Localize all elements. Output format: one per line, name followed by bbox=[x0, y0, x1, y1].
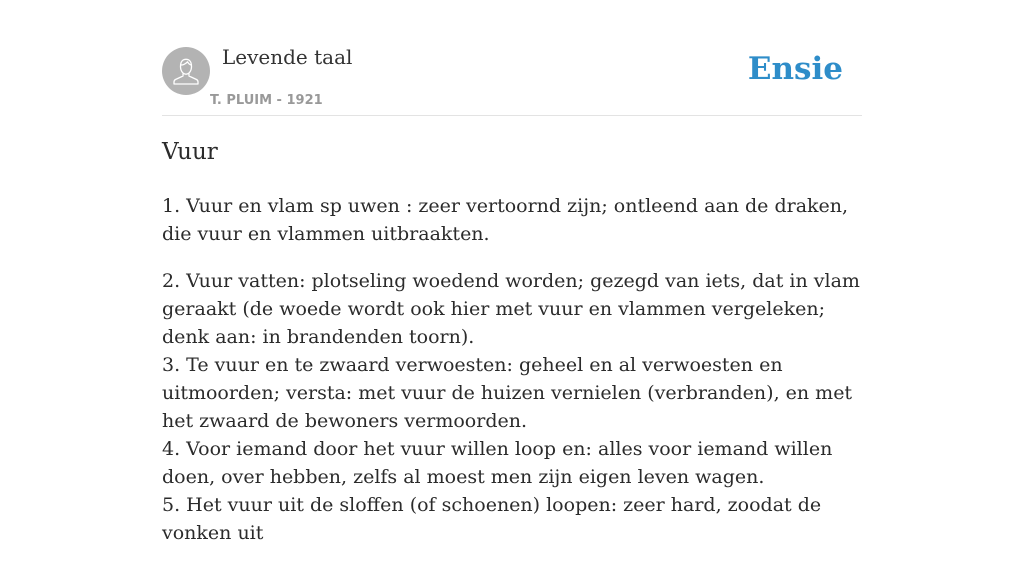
definition-item: 4. Voor iemand door het vuur willen loop en: alles voor iemand willen doen, over hebben, zelfs al moest men zijn eigen leven wagen. bbox=[162, 438, 833, 488]
content-column bbox=[162, 0, 862, 544]
definition-item: 5. Het vuur uit de sloffen (of schoenen) loopen: zeer hard, zoodat de vonken uit bbox=[162, 494, 822, 544]
definition-list bbox=[162, 267, 862, 547]
definition-item: 2. Vuur vatten: plotseling woedend worden; gezegd van iets, dat in vlam geraakt (de woede wordt ook hier met vuur en vlammen vergeleken; denk aan: in brandenden toorn). bbox=[162, 270, 860, 348]
entry-body bbox=[162, 192, 862, 566]
definition-paragraph: 1. Vuur en vlam sp uwen : zeer vertoornd zijn; ontleend aan de draken, die vuur en vlammen uitbraakten. bbox=[162, 195, 849, 245]
entry-header bbox=[162, 0, 862, 116]
definition-item: 3. Te vuur en te zwaard verwoesten: geheel en al verwoesten en uitmoorden; versta: met vuur de huizen vernielen (verbranden), en met het zwaard de bewoners vermoorden. bbox=[162, 354, 853, 432]
ensie-logo[interactable]: Ensie bbox=[747, 51, 843, 87]
entry-title: Vuur bbox=[162, 139, 218, 165]
user-silhouette-icon bbox=[162, 47, 210, 95]
author-avatar[interactable] bbox=[162, 47, 210, 95]
author-year-label: T. PLUIM - 1921 bbox=[210, 93, 323, 108]
book-title[interactable]: Levende taal bbox=[222, 45, 353, 69]
